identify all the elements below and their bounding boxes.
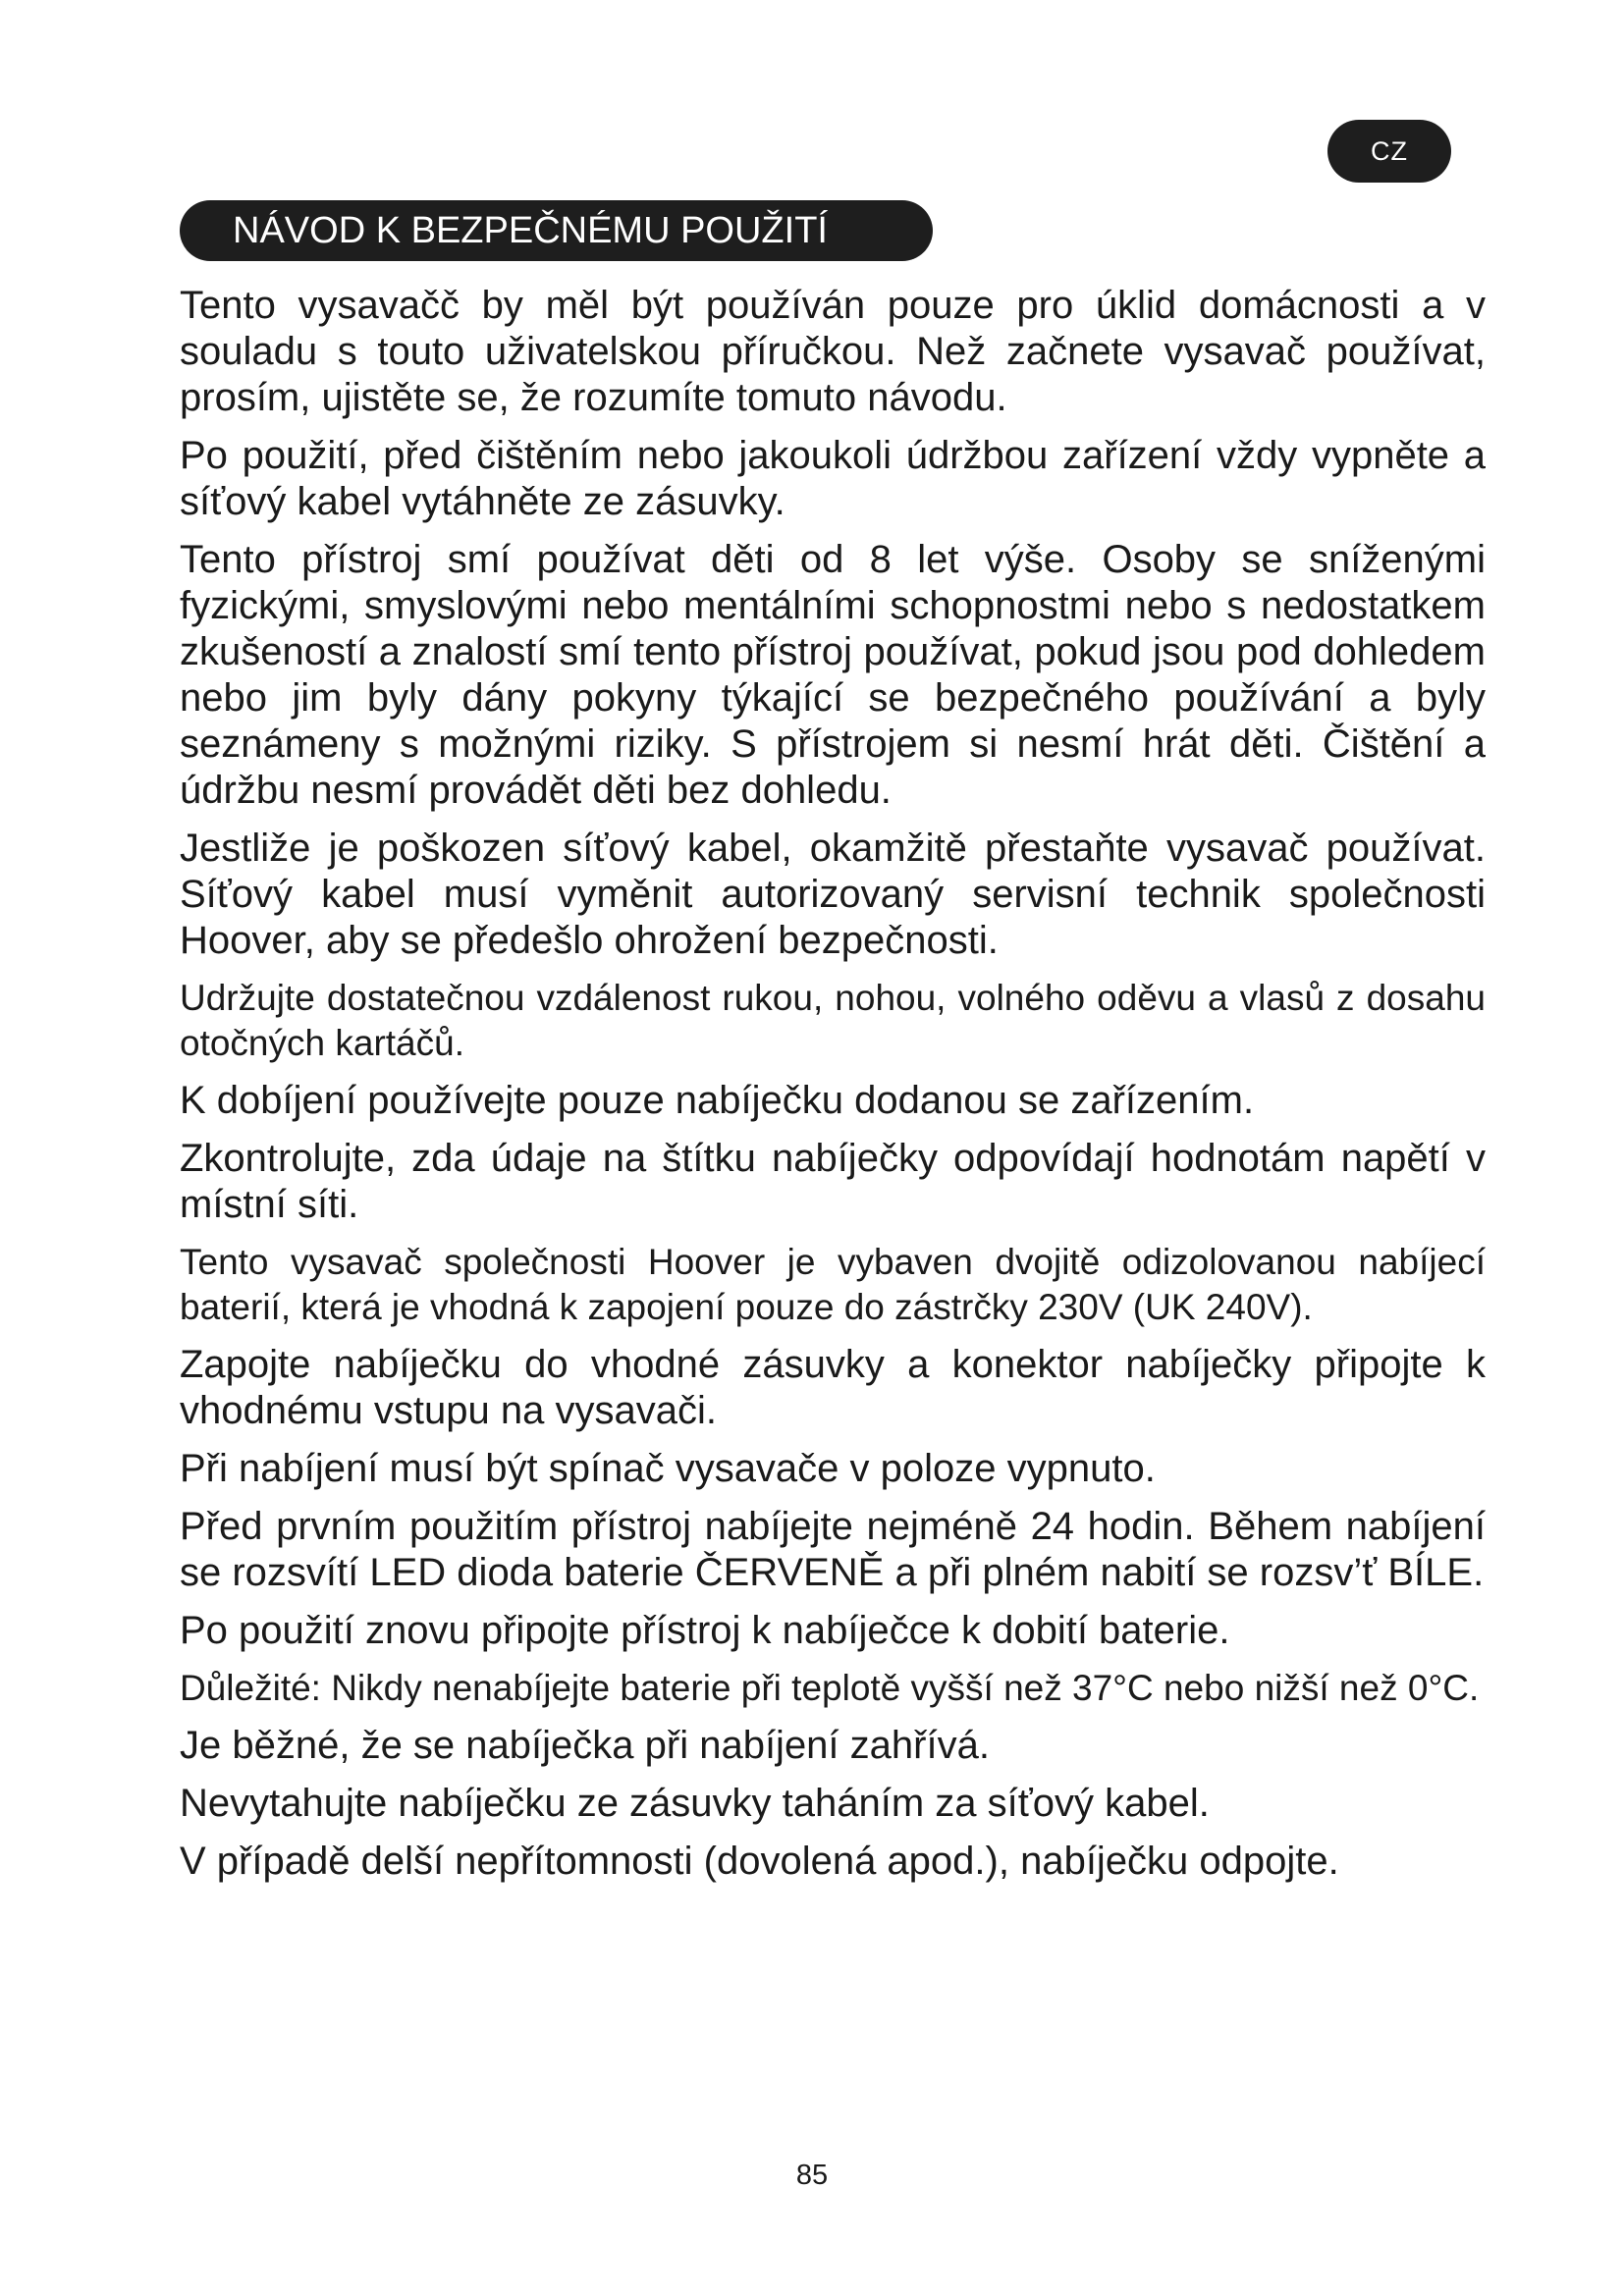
paragraph-children-and-persons: Tento přístroj smí používat děti od 8 let výše. Osoby se sníženými fyzickými, smyslovými nebo mentálními schopnostmi nebo s nedostatkem zkušeností a znalostí smí tento přístroj používat, pokud jsou pod dohledem nebo jim byly dány pokyny týkající se bezpečného používání a byly seznámeny s možnými riziky. S přístrojem si nesmí hrát děti. Čištění a údržbu nesmí provádět děti bez dohledu. (180, 538, 1486, 812)
paragraph-connect-charger: Zapojte nabíječku do vhodné zásuvky a konektor nabíječky připojte k vhodnému vstupu na vysavači. (180, 1343, 1486, 1432)
paragraph-battery-insulation: Tento vysavač společnosti Hoover je vybaven dvojitě odizolovanou nabíjecí baterií, která je vhodná k zapojení pouze do zástrčky 230V (UK 240V). (180, 1242, 1486, 1327)
paragraph-do-not-pull-cable: Nevytahujte nabíječku ze zásuvky taháním za síťový kabel. (180, 1782, 1210, 1825)
paragraph-brushes-distance: Udržujte dostatečnou vzdálenost rukou, nohou, volného oděvu a vlasů z dosahu otočných kartáčů. (180, 978, 1486, 1063)
paragraph-charger-warms: Je běžné, že se nabíječka při nabíjení zahřívá. (180, 1724, 990, 1767)
paragraph-first-charge: Před prvním použitím přístroj nabíjejte nejméně 24 hodin. Během nabíjení se rozsvítí LED dioda baterie ČERVENĚ a při plném nabití se rozsv’ť BÍLE. (180, 1505, 1486, 1594)
paragraph-supplied-charger: K dobíjení používejte pouze nabíječku dodanou se zařízením. (180, 1079, 1255, 1122)
page-number: 85 (795, 2160, 829, 2191)
paragraph-check-voltage: Zkontrolujte, zda údaje na štítku nabíječky odpovídají hodnotám napětí v místní síti. (180, 1137, 1486, 1226)
paragraph-recharge-after-use: Po použití znovu připojte přístroj k nabíječce k dobití baterie. (180, 1609, 1230, 1652)
paragraph-temperature-warning: Důležité: Nikdy nenabíjejte baterie při teplotě vyšší než 37°C nebo nižší než 0°C. (180, 1668, 1480, 1708)
language-badge: CZ (1327, 120, 1451, 183)
paragraph-intended-use: Tento vysavačč by měl být používán pouze pro úklid domácnosti a v souladu s touto uživatelskou příručkou. Než začnete vysavač používat, prosím, ujistěte se, že rozumíte tomuto návodu. (180, 284, 1486, 419)
paragraph-damaged-cable: Jestliže je poškozen síťový kabel, okamžitě přestaňte vysavač používat. Síťový kabel musí vyměnit autorizovaný servisní technik společnosti Hoover, aby se předešlo ohrožení bezpečnosti. (180, 827, 1486, 962)
paragraph-switch-off-while-charging: Při nabíjení musí být spínač vysavače v poloze vypnuto. (180, 1447, 1156, 1490)
paragraph-unplug-before-cleaning: Po použití, před čištěním nebo jakoukoli údržbou zařízení vždy vypněte a síťový kabel vytáhněte ze zásuvky. (180, 434, 1486, 523)
paragraph-unplug-when-away: V případě delší nepřítomnosti (dovolená apod.), nabíječku odpojte. (180, 1840, 1339, 1883)
safety-instructions (180, 283, 1486, 1896)
section-title: NÁVOD K BEZPEČNÉMU POUŽITÍ (180, 200, 933, 261)
